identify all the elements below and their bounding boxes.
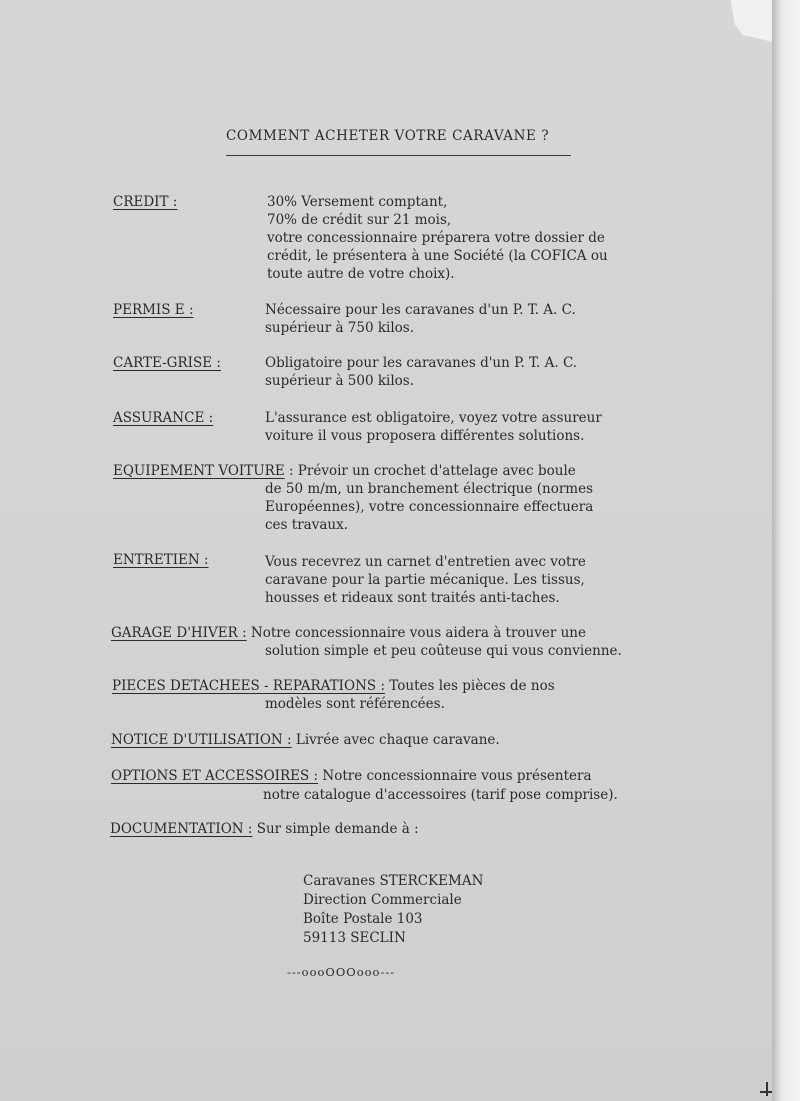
carte-grise-label: CARTE-GRISE : xyxy=(113,355,221,371)
documentation-inline-text: Sur simple demande à : xyxy=(252,821,419,837)
options-inline-text: Notre concessionnaire vous présentera xyxy=(318,768,592,784)
text-line: 70% de crédit sur 21 mois, xyxy=(267,212,452,228)
text-line: supérieur à 750 kilos. xyxy=(265,320,415,336)
page-title: COMMENT ACHETER VOTRE CARAVANE ? xyxy=(226,128,550,144)
assurance-text xyxy=(265,409,602,445)
address-city: 59113 SECLIN xyxy=(303,930,406,946)
entretien-label: ENTRETIEN : xyxy=(113,552,209,568)
garage-inline-text: Notre concessionnaire vous aidera à trouver une xyxy=(246,625,586,641)
closing-ornament: ---oooOOOooo--- xyxy=(287,965,396,979)
text-line: modèles sont référencées. xyxy=(265,696,445,712)
torn-corner xyxy=(725,0,772,42)
garage-text xyxy=(265,642,622,660)
pieces-text xyxy=(265,695,445,713)
text-line: Vous recevrez un carnet d'entretien avec votre xyxy=(265,554,586,570)
entretien-text xyxy=(265,553,586,607)
postal-address xyxy=(303,872,483,948)
garage-label: GARAGE D'HIVER : xyxy=(111,625,247,641)
text-line: L'assurance est obligatoire, voyez votre assureur xyxy=(265,410,602,426)
text-line: crédit, le présentera à une Société (la COFICA ou xyxy=(267,248,608,264)
text-line: votre concessionnaire préparera votre dossier de xyxy=(267,230,605,246)
assurance-label: ASSURANCE : xyxy=(113,410,214,426)
credit-label: CREDIT : xyxy=(113,194,178,210)
page-edge xyxy=(772,0,800,1101)
text-line: voiture il vous proposera différentes solutions. xyxy=(265,428,585,444)
permis-label: PERMIS E : xyxy=(113,302,194,318)
notice-inline-text: Livrée avec chaque caravane. xyxy=(291,732,500,748)
address-po-box: Boîte Postale 103 xyxy=(303,911,423,927)
text-line: toute autre de votre choix). xyxy=(267,266,455,282)
options-label: OPTIONS ET ACCESSOIRES : xyxy=(111,768,319,784)
title-underline xyxy=(226,155,571,156)
documentation-label: DOCUMENTATION : xyxy=(110,821,253,837)
text-line: notre catalogue d'accessoires (tarif pose comprise). xyxy=(263,787,618,803)
equipement-text xyxy=(265,480,593,534)
permis-text xyxy=(265,301,576,337)
equipement-label: EQUIPEMENT VOITURE xyxy=(113,463,285,479)
text-line: de 50 m/m, un branchement électrique (normes xyxy=(265,481,594,497)
text-line: ces travaux. xyxy=(265,517,348,533)
carte-grise-text xyxy=(265,354,577,390)
pieces-inline-text: Toutes les pièces de nos xyxy=(385,678,555,694)
address-company: Caravanes STERCKEMAN xyxy=(303,873,484,889)
text-line: caravane pour la partie mécanique. Les tissus, xyxy=(265,572,585,588)
credit-text xyxy=(267,193,608,283)
text-line: Nécessaire pour les caravanes d'un P. T. A. C. xyxy=(265,302,576,318)
text-line: Européennes), votre concessionnaire effectuera xyxy=(265,499,594,515)
pieces-label: PIECES DETACHEES - REPARATIONS : xyxy=(112,678,385,694)
text-line: housses et rideaux sont traités anti-taches. xyxy=(265,590,560,606)
text-line: Obligatoire pour les caravanes d'un P. T. A. C. xyxy=(265,355,578,371)
text-line: 30% Versement comptant, xyxy=(267,194,448,210)
options-text xyxy=(263,786,618,804)
equipement-inline-text: : Prévoir un crochet d'attelage avec boule xyxy=(284,463,576,479)
corner-mark xyxy=(760,1082,772,1096)
text-line: supérieur à 500 kilos. xyxy=(265,373,415,389)
address-department: Direction Commerciale xyxy=(303,892,462,908)
text-line: solution simple et peu coûteuse qui vous convienne. xyxy=(265,643,622,659)
notice-label: NOTICE D'UTILISATION : xyxy=(111,732,292,748)
